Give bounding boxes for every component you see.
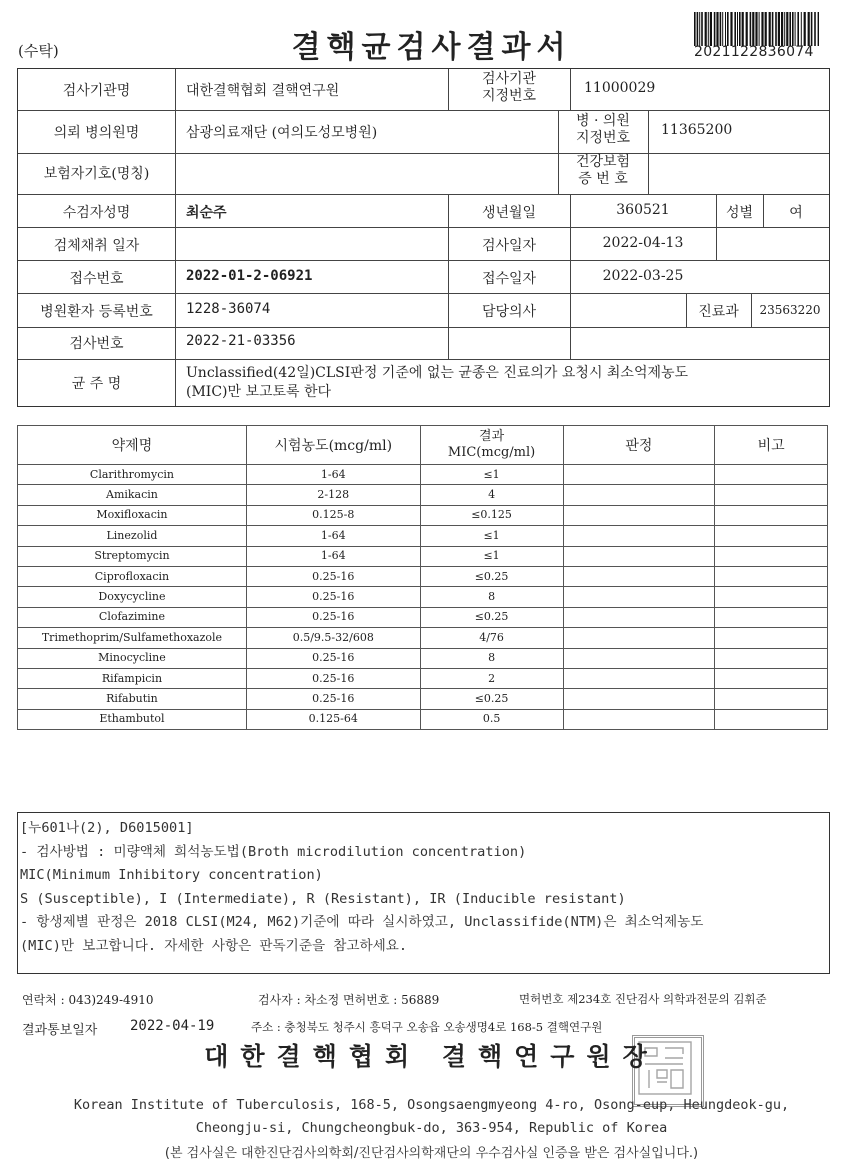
mic-result-cell: ≤0.25	[420, 689, 563, 709]
receipt-date-value: 2022-03-25	[602, 268, 684, 284]
lab-name-value: 대한결핵협회 결핵연구원	[186, 83, 340, 99]
table-row	[18, 505, 828, 525]
health-insurance-label-2: 증 번 호	[578, 171, 628, 187]
receipt-number-value: 2022-01-2-06921	[186, 268, 313, 284]
sex-value: 여	[789, 205, 803, 221]
table-row	[18, 628, 828, 648]
note-cell	[715, 668, 828, 688]
department-label: 진료과	[698, 304, 739, 320]
mic-result-cell: 4	[420, 485, 563, 505]
receipt-date-label: 접수일자	[481, 271, 537, 287]
patient-name-label: 수검자성명	[62, 205, 131, 221]
test-range-cell: 0.25-16	[246, 587, 420, 607]
mic-result-cell: ≤0.25	[420, 566, 563, 586]
lab-code-label-1: 검사기관	[481, 71, 537, 87]
institute-address: 주소 : 충청북도 청주시 흥덕구 오송읍 오송생명4로 168-5 결핵연구원	[251, 1020, 603, 1034]
interpretation-cell	[563, 465, 715, 485]
test-range-cell: 2-128	[246, 485, 420, 505]
test-range-cell: 0.25-16	[246, 648, 420, 668]
table-row	[18, 566, 828, 586]
mic-result-cell: 0.5	[420, 709, 563, 729]
notify-date-value: 2022-04-19	[130, 1018, 215, 1034]
interpretation-cell	[563, 709, 715, 729]
drug-name-cell: Clofazimine	[18, 607, 247, 627]
test-date-label: 검사일자	[481, 238, 537, 254]
note-line-3: MIC(Minimum Inhibitory concentration)	[20, 867, 323, 884]
mic-result-cell: 8	[420, 648, 563, 668]
specialist-license: 면허번호 제234호 진단검사 의학과전문의 김휘준	[519, 992, 767, 1006]
interpretation-cell	[563, 485, 715, 505]
note-line-5: - 항생제별 판정은 2018 CLSI(M24, M62)기준에 따라 실시하였고, Unclassifide(NTM)은 최소억제농도	[20, 914, 704, 931]
organism-line-2: (MIC)만 보고토록 한다	[186, 384, 332, 400]
table-row	[18, 526, 828, 546]
interpretation-cell	[563, 546, 715, 566]
mic-result-cell: ≤1	[420, 546, 563, 566]
contact-phone: 연락처 : 043)249-4910	[22, 993, 154, 1007]
requesting-hospital-label: 의뢰 병의원명	[53, 125, 140, 141]
mic-result-cell: 4/76	[420, 628, 563, 648]
patient-name-value: 최순주	[186, 205, 227, 221]
mic-result-cell: ≤0.125	[420, 505, 563, 525]
organism-line-1: Unclassified(42일)CLSI판정 기준에 없는 균종은 진료의가 요청시 최소억제농도	[186, 365, 689, 381]
note-cell	[715, 709, 828, 729]
english-address-line-2: Cheongju-si, Chungcheongbuk-do, 363-954, Republic of Korea	[195, 1120, 668, 1136]
clinic-code-label-2: 지정번호	[575, 130, 631, 146]
patient-registration-label: 병원환자 등록번호	[40, 304, 153, 320]
test-number-value: 2022-21-03356	[186, 333, 296, 349]
mic-result-cell: ≤1	[420, 526, 563, 546]
lab-name-label: 검사기관명	[62, 83, 131, 99]
test-range-cell: 1-64	[246, 465, 420, 485]
institute-name: 대한결핵협회 결핵연구원장	[204, 1042, 659, 1071]
drug-name-cell: Moxifloxacin	[18, 505, 247, 525]
barcode-number: 2021122836074	[694, 44, 814, 60]
interpretation-cell	[563, 566, 715, 586]
document-title: 결핵균검사결과서	[291, 30, 572, 65]
test-range-cell: 0.25-16	[246, 668, 420, 688]
notify-date-label: 결과통보일자	[22, 1023, 98, 1038]
patient-info-table	[17, 68, 830, 407]
header-drug: 약제명	[18, 426, 247, 465]
consign-label: (수탁)	[18, 42, 59, 60]
dob-value: 360521	[616, 202, 670, 218]
note-cell	[715, 465, 828, 485]
method-notes	[17, 812, 830, 974]
note-line-2: - 검사방법 : 미량액체 희석농도법(Broth microdilution concentration)	[20, 843, 527, 860]
interpretation-cell	[563, 587, 715, 607]
lab-code-label-2: 지정번호	[481, 88, 537, 104]
interpretation-cell	[563, 628, 715, 648]
mic-result-cell: 2	[420, 668, 563, 688]
susceptibility-table	[17, 425, 828, 730]
clinic-code-label-1: 병 · 의원	[576, 113, 630, 129]
drug-name-cell: Rifabutin	[18, 689, 247, 709]
certification-note: (본 검사실은 대한진단검사의학회/진단검사의학재단의 우수검사실 인증을 받은 검사실입니다.)	[164, 1146, 699, 1161]
patient-registration-value: 1228-36074	[186, 301, 271, 317]
header-interpretation: 판정	[563, 426, 715, 465]
test-range-cell: 0.25-16	[246, 607, 420, 627]
drug-name-cell: Linezolid	[18, 526, 247, 546]
header-test-range: 시험농도(mcg/ml)	[246, 426, 420, 465]
requesting-hospital-value: 삼광의료재단 (여의도성모병원)	[186, 125, 378, 141]
header-mic-line-1: 결과	[479, 429, 505, 444]
test-range-cell: 0.25-16	[246, 689, 420, 709]
note-cell	[715, 648, 828, 668]
examiner: 검사자 : 차소정 면허번호 : 56889	[258, 993, 440, 1007]
drug-name-cell: Trimethoprim/Sulfamethoxazole	[18, 628, 247, 648]
test-range-cell: 0.5/9.5-32/608	[246, 628, 420, 648]
organism-label: 균 주 명	[71, 376, 122, 392]
health-insurance-label-1: 건강보험	[575, 154, 631, 170]
table-header-row	[18, 426, 828, 465]
test-date-value: 2022-04-13	[602, 235, 684, 251]
interpretation-cell	[563, 526, 715, 546]
drug-name-cell: Doxycycline	[18, 587, 247, 607]
note-cell	[715, 566, 828, 586]
note-cell	[715, 485, 828, 505]
dob-label: 생년월일	[481, 205, 537, 221]
table-row	[18, 587, 828, 607]
drug-name-cell: Clarithromycin	[18, 465, 247, 485]
table-row	[18, 546, 828, 566]
receipt-number-label: 접수번호	[69, 271, 124, 287]
interpretation-cell	[563, 689, 715, 709]
note-cell	[715, 505, 828, 525]
table-row	[18, 689, 828, 709]
mic-result-cell: 8	[420, 587, 563, 607]
drug-name-cell: Streptomycin	[18, 546, 247, 566]
interpretation-cell	[563, 505, 715, 525]
doctor-label: 담당의사	[481, 304, 537, 320]
test-range-cell: 0.125-8	[246, 505, 420, 525]
test-number-label: 검사번호	[69, 336, 124, 352]
drug-name-cell: Ciprofloxacin	[18, 566, 247, 586]
test-range-cell: 1-64	[246, 526, 420, 546]
clinic-code-value: 11365200	[661, 122, 733, 138]
drug-name-cell: Minocycline	[18, 648, 247, 668]
barcode	[694, 12, 819, 46]
test-range-cell: 1-64	[246, 546, 420, 566]
header-note: 비고	[715, 426, 828, 465]
table-row	[18, 668, 828, 688]
interpretation-cell	[563, 648, 715, 668]
note-line-1: [누601나(2), D6015001]	[20, 820, 194, 836]
lab-code-value: 11000029	[584, 80, 656, 96]
note-cell	[715, 546, 828, 566]
header-mic-line-2: MIC(mcg/ml)	[447, 445, 536, 460]
note-cell	[715, 628, 828, 648]
interpretation-cell	[563, 607, 715, 627]
sex-label: 성별	[725, 205, 754, 221]
english-address-line-1: Korean Institute of Tuberculosis, 168-5, Osongsaengmyeong 4-ro, Osong-eup, Heungdeok-gu,	[73, 1097, 790, 1113]
drug-name-cell: Ethambutol	[18, 709, 247, 729]
insurer-label: 보험자기호(명칭)	[43, 166, 150, 182]
table-row	[18, 465, 828, 485]
note-cell	[715, 587, 828, 607]
test-range-cell: 0.125-64	[246, 709, 420, 729]
interpretation-cell	[563, 668, 715, 688]
note-cell	[715, 607, 828, 627]
test-range-cell: 0.25-16	[246, 566, 420, 586]
mic-result-cell: ≤1	[420, 465, 563, 485]
table-row	[18, 607, 828, 627]
table-row	[18, 648, 828, 668]
note-cell	[715, 526, 828, 546]
mic-result-cell: ≤0.25	[420, 607, 563, 627]
table-row	[18, 485, 828, 505]
note-line-6: (MIC)만 보고합니다. 자세한 사항은 판독기준을 참고하세요.	[20, 937, 408, 954]
drug-name-cell: Rifampicin	[18, 668, 247, 688]
note-cell	[715, 689, 828, 709]
table-row	[18, 709, 828, 729]
drug-name-cell: Amikacin	[18, 485, 247, 505]
department-value: 23563220	[759, 303, 821, 317]
collection-date-label: 검체채취 일자	[53, 238, 140, 254]
note-line-4: S (Susceptible), I (Intermediate), R (Resistant), IR (Inducible resistant)	[20, 890, 626, 907]
header-mic	[420, 426, 563, 465]
